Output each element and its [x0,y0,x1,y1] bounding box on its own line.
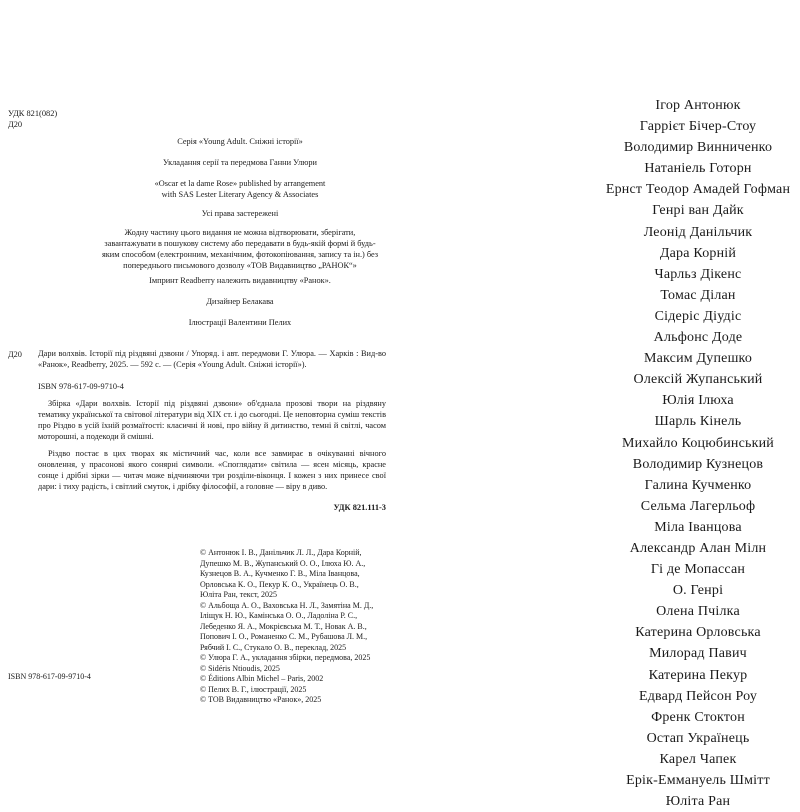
compiler-line: Укладання серії та передмова Ганни Улюри [162,158,318,167]
author-name: Катерина Орловська [635,625,761,641]
rights-notice: Жодну частину цього видання не можна відтворювати, зберігати, завантажувати в пошукову систему або передавати в будь-якій формі й будь-яким способом (електронним, механічним, фотокопіювання, запису та ін.) без попереднього письмового дозволу «ТОВ Видавництво „РАНОК“» [101,228,379,270]
author-name: Ерік-Еммануель Шмітт [626,773,770,788]
copyright-line: © Sidéris Ntioudis, 2025 [200,663,280,673]
arrangement-notice [100,178,380,200]
author-name: Френк Стоктон [651,709,745,725]
copyright-line: © Улюра Г. А., укладання збірки, передмова, 2025 [200,653,371,662]
author-name: Натаніель Готорн [644,161,752,177]
illustrations-line: Ілюстрації Валентини Пелих [188,318,292,327]
arrangement-line-1: «Oscar et la dame Rose» published by arrangement [154,179,326,188]
author-name: Володимир Винниченко [623,140,773,156]
imprint-line: Імпринт Readberry належить видавництву «Ранок». [149,276,331,285]
series-line: Серія «Young Adult. Сніжні історії» [177,137,303,146]
copyright-line: Орловська К. О., Пекур К. О., Українець О. В., [200,579,359,589]
bbk-code: Д20 [8,120,23,129]
author-name: Ігор Антонюк [655,98,741,113]
copyright-line: Лебеденко Я. А., Мокрієвська М. Т., Новак А. В., [200,621,367,631]
author-name: Сідеріс Діудіс [654,308,742,324]
isbn-bottom: ISBN 978-617-09-9710-4 [8,672,91,681]
copyright-line: © Пелих В. Г., ілюстрації, 2025 [200,684,307,694]
author-name: Милорад Павич [649,646,747,662]
author-name: Сельма Лагерльоф [640,498,756,514]
author-name: Гі де Мопассан [650,562,746,578]
author-name: Шарль Кінель [654,414,742,430]
author-name: Карел Чапек [659,751,737,767]
author-name: Едвард Пейсон Роу [638,688,758,704]
author-name: Юліта Ран [665,794,731,810]
annotation-paragraph: Різдво постає в цих творах як містичний час, коли все завмирає в очікуванні вічного оновлення, у прасонові якого сонярні символи. «Споглядати» світила — ясен місяць, красне сонце і дрібні зірки — читач може відчиняючи три розділи-віконця. І кожен з них принесе свої дари: і тиху радість, і світлий смуток, і дрібку філософії, а головне — віру в диво. [38,449,386,491]
author-name: Олексій Жупанський [633,372,763,388]
author-name: Катерина Пекур [648,667,748,683]
author-name: Юлія Ілюха [662,393,734,409]
author-name: О. Генрі [672,583,724,599]
author-name: Остап Українець [646,730,750,746]
isbn-line: ISBN 978-617-09-9710-4 [38,382,124,391]
author-name: Максим Дупешко [643,351,753,367]
copyright-line: Рябчий І. С., Стукало О. В., переклад, 2025 [200,642,347,652]
author-name: Галина Кучменко [644,477,752,493]
udk-code: УДК 821(082) [8,109,58,118]
copyright-block [200,548,385,706]
author-name: Альфонс Доде [653,330,743,346]
udk-bottom: УДК 821.111-3 [333,503,386,512]
author-name: Томас Ділан [660,287,736,303]
arrangement-line-2: with SAS Lester Literary Agency & Associates [161,190,319,199]
copyright-line: Кузнецов В. А., Кучменко Г. В., Міла Іванцова, [200,569,360,578]
author-name: Міла Іванцова [654,519,742,535]
bib-code: Д20 [8,350,22,359]
author-name: Александр Алан Мілн [629,540,767,556]
author-name: Генрі ван Дайк [652,203,744,219]
designer-line: Дизайнер Белакава [206,297,274,306]
copyright-line: © Антонюк І. В., Данільчик Л. Л., Дара Корній, [200,548,362,557]
author-name: Володимир Кузнецов [632,456,764,472]
imprint-block [100,136,380,336]
copyright-line: © Альбоща А. О., Ваховська Н. Л., Замятіна М. Д., [200,600,374,610]
copyright-line: Попович І. О., Романенко С. М., Рубашова Л. М., [200,632,368,641]
udk-header [8,108,98,130]
bibliographic-record [8,348,386,498]
rights-reserved: Усі права застережені [201,209,279,218]
author-name: Дара Корній [659,245,737,261]
author-name: Леонід Данільчик [643,224,753,240]
author-list [598,95,798,812]
copyright-line: Юліта Ран, текст, 2025 [200,590,277,599]
author-name: Михайло Коцюбинський [621,435,775,451]
copyright-line: © Éditions Albin Michel – Paris, 2002 [200,674,324,683]
author-name: Ернст Теодор Амадей Гофман [605,182,791,198]
copyright-line: Іліщук Н. Ю., Камінська О. О., Ладоліна Р. С., [200,611,358,620]
author-name: Олена Пчілка [656,604,740,620]
bib-description: Дари волхвів. Історії під різдвяні дзвони / Упоряд. і авт. передмови Г. Улюра. — Харків : Вид-во «Ранок», Readberry, 2025. — 592 с. — (Серія «Young Adult. Сніжні історії»). [38,349,386,369]
author-name: Чарльз Дікенс [654,266,742,282]
copyright-line: © ТОВ Видавництво «Ранок», 2025 [200,695,322,704]
annotation-paragraph: Збірка «Дари волхвів. Історії під різдвяні дзвони» об'єднала прозові твори на різдвяну тематику української та світової літератури від XIX ст. і до сьогодні. Це неповторна суміш текстів про Різдво в усій їхній розмаїтості: класичні й нові, про війну й дитинство, темні й світлі, часом моторошні, а подекоди й смішні. [38,399,386,441]
copyright-line: Дупешко М. В., Жупанський О. О., Ілюха Ю. А., [200,558,366,568]
author-name: Гаррієт Бічер-Стоу [639,119,757,135]
